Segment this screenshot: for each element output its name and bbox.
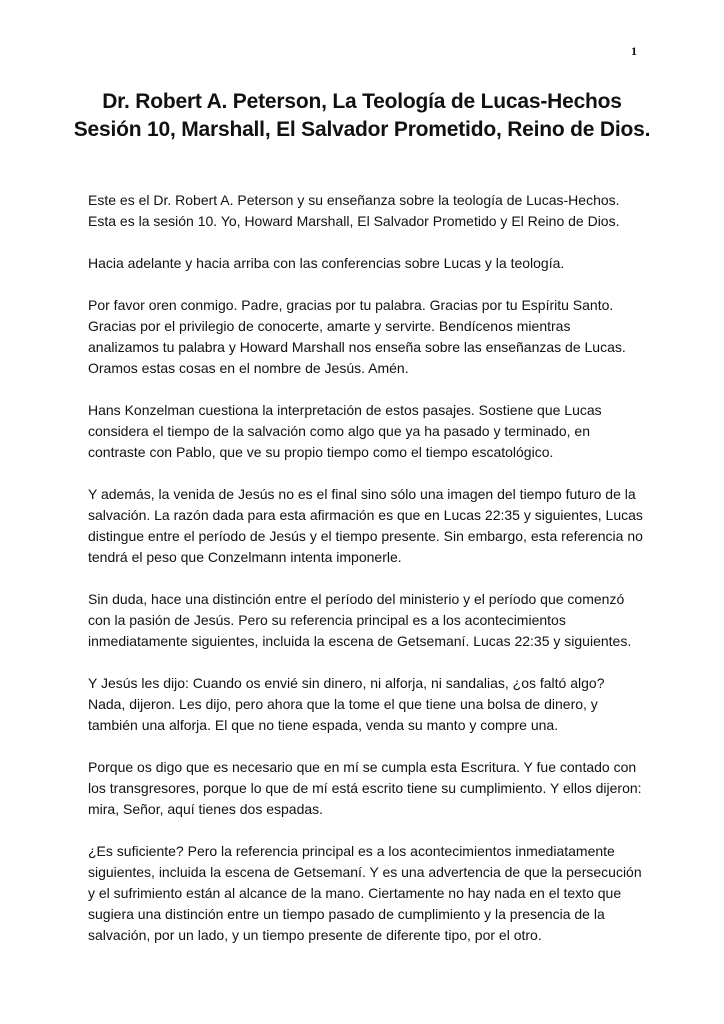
page-number: 1 (631, 44, 637, 58)
paragraph: Hans Konzelman cuestiona la interpretación de estos pasajes. Sostiene que Lucas considera el tiempo de la salvación como algo que ya ha pasado y terminado, en contraste con Pablo, que ve su propio tiempo como el tiempo escatológico. (88, 402, 602, 460)
paragraph: Este es el Dr. Robert A. Peterson y su enseñanza sobre la teología de Lucas-Hechos. Esta es la sesión 10. Yo, Howard Marshall, El Salvador Prometido y El Reino de Dios. (88, 192, 620, 229)
paragraph: Porque os digo que es necesario que en mí se cumpla esta Escritura. Y fue contado con los transgresores, porque lo que de mí está escrito tiene su cumplimiento. Y ellos dijeron: mira, Señor, aquí tienes dos espadas. (88, 759, 642, 817)
document-body (88, 190, 644, 967)
paragraph: ¿Es suficiente? Pero la referencia principal es a los acontecimientos inmediatamente siguientes, incluida la escena de Getsemaní. Y es una advertencia de que la persecución y el sufrimiento están al alcance de la mano. Ciertamente no hay nada en el texto que sugiera una distinción entre un tiempo pasado de cumplimiento y la presencia de la salvación, por un lado, y un tiempo presente de diferente tipo, por el otro. (88, 843, 642, 943)
document-title: Dr. Robert A. Peterson, La Teología de Lucas-Hechos Sesión 10, Marshall, El Salvador Prometido, Reino de Dios. (73, 90, 651, 141)
paragraph: Hacia adelante y hacia arriba con las conferencias sobre Lucas y la teología. (88, 255, 565, 271)
paragraph: Y además, la venida de Jesús no es el final sino sólo una imagen del tiempo futuro de la salvación. La razón dada para esta afirmación es que en Lucas 22:35 y siguientes, Lucas distingue entre el período de Jesús y el tiempo presente. Sin embargo, esta referencia no tendrá el peso que Conzelmann intenta imponerle. (88, 486, 643, 565)
paragraph: Por favor oren conmigo. Padre, gracias por tu palabra. Gracias por tu Espíritu Santo. Gracias por el privilegio de conocerte, amarte y servirte. Bendícenos mientras analizamos tu palabra y Howard Marshall nos enseña sobre las enseñanzas de Lucas. Oramos estas cosas en el nombre de Jesús. Amén. (88, 297, 626, 376)
paragraph: Y Jesús les dijo: Cuando os envié sin dinero, ni alforja, ni sandalias, ¿os faltó algo? Nada, dijeron. Les dijo, pero ahora que la tome el que tiene una bolsa de dinero, y también una alforja. El que no tiene espada, venda su manto y compre una. (88, 675, 605, 733)
paragraph: Sin duda, hace una distinción entre el período del ministerio y el período que comenzó con la pasión de Jesús. Pero su referencia principal es a los acontecimientos inmediatamente siguientes, incluida la escena de Getsemaní. Lucas 22:35 y siguientes. (88, 591, 632, 649)
